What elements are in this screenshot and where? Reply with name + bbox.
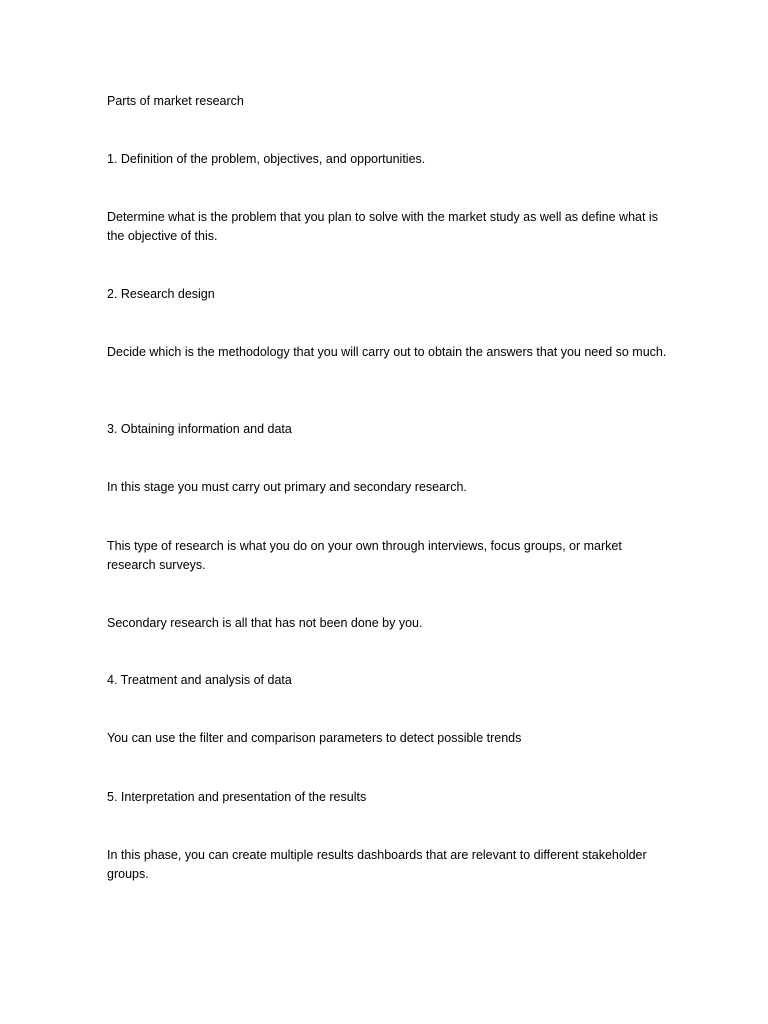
paragraph: Decide which is the methodology that you will carry out to obtain the answers that you need so much.: [107, 345, 667, 359]
paragraph: This type of research is what you do on your own through interviews, focus groups, or market research surveys.: [107, 539, 622, 572]
paragraph: In this phase, you can create multiple results dashboards that are relevant to different stakeholder groups.: [107, 848, 647, 881]
paragraph: You can use the filter and comparison parameters to detect possible trends: [107, 731, 522, 745]
section-heading-3: 3. Obtaining information and data: [107, 422, 292, 436]
document-title: Parts of market research: [107, 94, 244, 108]
section-heading-1: 1. Definition of the problem, objectives, and opportunities.: [107, 152, 426, 166]
paragraph: In this stage you must carry out primary and secondary research.: [107, 480, 467, 494]
section-heading-2: 2. Research design: [107, 287, 215, 301]
section-heading-5: 5. Interpretation and presentation of the results: [107, 790, 367, 804]
section-heading-4: 4. Treatment and analysis of data: [107, 673, 292, 687]
paragraph: Secondary research is all that has not been done by you.: [107, 616, 423, 630]
paragraph: Determine what is the problem that you plan to solve with the market study as well as define what is the objective of this.: [107, 210, 658, 243]
